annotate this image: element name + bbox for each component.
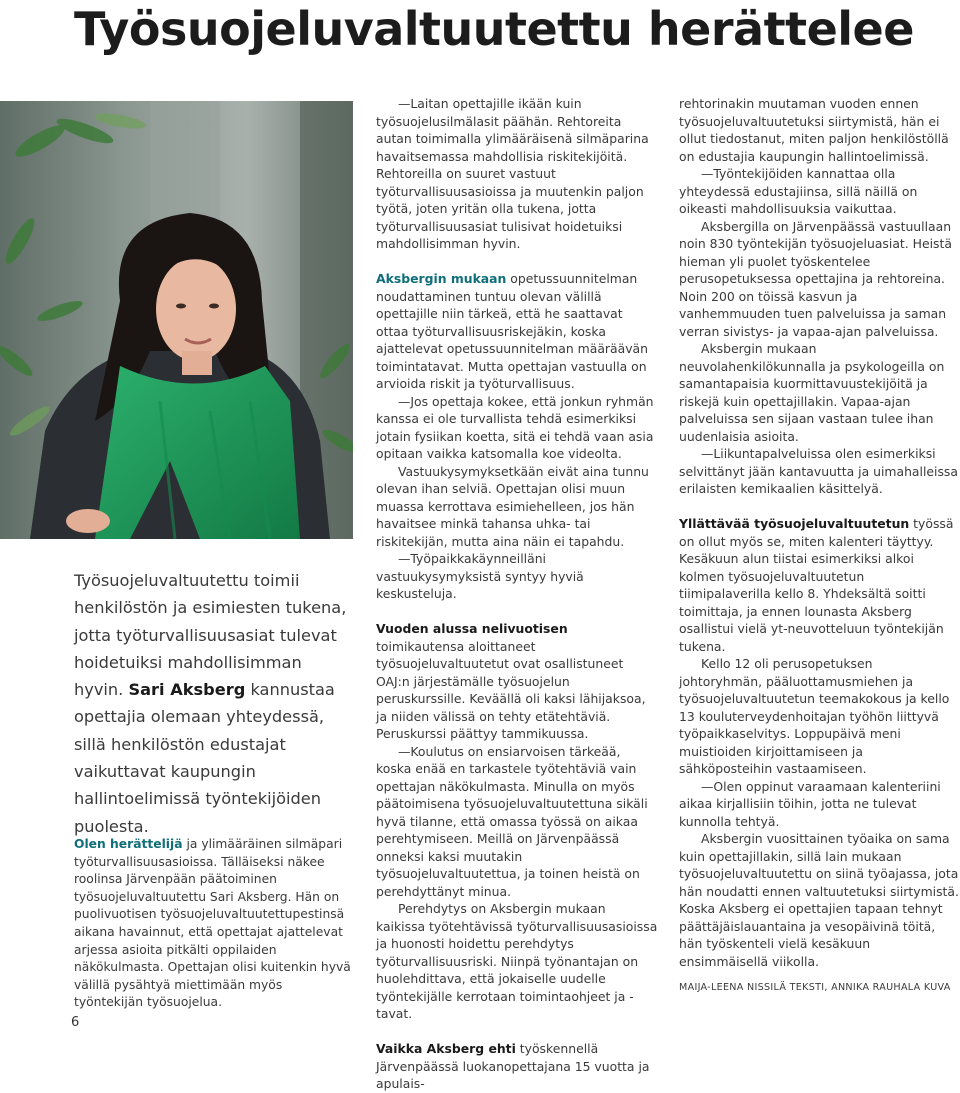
article-lede (74, 567, 352, 840)
col3-paragraph-7: Kello 12 oli perusopetuksen johtoryhmän, pääluottamusmiehen ja työsuojeluvaltuutetun teemakokous ja kello 13 kouluterveydenhoitajan työhön liittyvä työpaikkaselvitys. Loppupäivä meni muistioiden kirjoittamiseen ja sähköposteihin vastaamiseen. (679, 656, 950, 776)
col2-paragraph-5: —Työpaikkakäynneilläni vastuukysymyksistä syntyy hyviä keskusteluja. (376, 551, 584, 601)
col2-paragraph-7: —Koulutus on ensiarvoisen tärkeää, koska enää en tarkastele työtehtäviä vain opettajan näkökulmasta. Minulla on myös päätoimisena työsuojeluvaltuutettuna sikäli hyvä tilanne, että omassa työssä on aikaa perehtymiseen. Meillä on Järvenpäässä onneksi kaksi muutakin työsuojeluvaltuutettua, ja toinen heistä on perehdyttänyt minua. (376, 743, 648, 899)
col2-lead-in-1: Aksbergin mukaan (376, 271, 507, 286)
lede-text-start: Työsuojeluvaltuutettu toimii henkilöstön ja esimiesten tukena, jotta työturvallisuusasiat tulevat hoidetuiksi mahdollisimman hyvin. (74, 571, 347, 700)
col2-paragraph-1: —Laitan opettajille ikään kuin työsuojelusilmälasit päähän. Rehtoreita autan toimimalla ylimääräisenä silmäparina havaitsemassa mahdollisia riskitekijöitä. Rehtoreilla on suuret vastuut työturvallisuusasioissa ja muutenkin paljon työtä, joten yritän olla tukena, jotta työturvallisuusasiat tulisivat hoidetuiksi mahdollisimman hyvin. (376, 96, 649, 251)
col3-paragraph-1: rehtorinakin muutaman vuoden ennen työsuojeluvaltuutetuksi siirtymistä, hän ei ollut tiedostanut, miten paljon henkilöstöllä on edustajia kaupungin hallintoelimissä. (679, 96, 949, 164)
photo-text-credit: MAIJA-LEENA NISSILÄ TEKSTI, ANNIKA RAUHALA KUVA (679, 982, 951, 993)
page-number: 6 (71, 1015, 80, 1030)
col3-paragraph-5: —Liikuntapalveluissa olen esimerkiksi selvittänyt jään kantavuutta ja uimahalleissa erilaisten kemikaalien käsittelyä. (679, 446, 958, 496)
col2-paragraph-3: —Jos opettaja kokee, että jonkun ryhmän kanssa ei ole turvallista tehdä esimerkiksi jotain fysiikan koetta, sitä ei tehdä vaan asia opitaan vaikka katsomalla koe videolta. (376, 393, 654, 461)
col3-paragraph-9: Aksbergin vuosittainen työaika on sama kuin opettajillakin, sillä lain mukaan työsuojeluvaltuutettu on siinä työajassa, jota hän noudatti ennen valtuutetuksi siirtymistä. Koska Aksberg ei opettajien tapaan tehnyt päättäjäislauantaina ja vesopäivinä töitä, hän työskenteli vielä kesäkuun ensimmäisellä viikolla. (679, 831, 959, 969)
col3-paragraph-3: Aksbergilla on Järvenpäässä vastuullaan noin 830 työntekijän työsuojeluasiat. Heistä hieman yli puolet työskentelee perusopetuksessa opettajina ja rehtoreina. Noin 200 on töissä kasvun ja vanhemmuuden tuen palveluissa ja saman verran sivistys- ja vapaa-ajan palveluissa. (679, 218, 952, 339)
col2-paragraph-2 (376, 270, 658, 393)
col2-paragraph-6-text: toimikautensa aloittaneet työsuojeluvaltuutetut ovat osallistuneet OAJ:n järjestämälle työsuojelun peruskurssille. Keväällä oli kaksi lähijaksoa, ja niiden välissä on tehty etätehtäviä. Peruskurssi päättyy tammikuussa. (376, 638, 646, 741)
col3-lead-in: Yllättävää työsuojeluvaltuutetun (679, 516, 910, 531)
col2-paragraph-2-text: opetussuunnitelman noudattaminen tuntuu olevan välillä opettajille niin tärkeä, että he saattavat ottaa työturvallisuusriskejäkin, koska ajattelevat opetussuunnitelman määräävän toimintatavat. Mutta opettajan vastuulla on arvioida riskit ja työturvallisuus. (376, 271, 648, 391)
column-1-body (74, 836, 354, 1012)
col1-lead-in: Olen herättelijä (74, 837, 183, 851)
col2-paragraph-8: Perehdytys on Aksbergin mukaan kaikissa työtehtävissä työturvallisuusasioissa ja huonosti hoidettu perehdytys työturvallisuusriski. Niinpä työnantajan on huolehdittava, että jokaiselle uudelle työntekijälle kerrotaan toimintaohjeet ja -tavat. (376, 901, 658, 1021)
col3-paragraph-2: —Työntekijöiden kannattaa olla yhteydessä edustajiinsa, sillä näillä on oikeasti mahdollisuuksia vaikuttaa. (679, 166, 918, 216)
col3-paragraph-6 (679, 515, 959, 655)
col2-paragraph-9-text: työskennellä Järvenpäässä luokanopettajana 15 vuotta ja apulais- (376, 1041, 650, 1091)
column-2 (376, 95, 658, 1093)
col2-paragraph-9 (376, 1040, 658, 1093)
col3-paragraph-4: Aksbergin mukaan neuvolahenkilökunnalla ja psykologeilla on samantapaisia kuormittavuustekijöitä ja riskejä kuin opettajillakin. Vapaa-ajan palveluissa sen sijaan vastaan tulee ihan uudenlaisia asioita. (679, 341, 945, 444)
lede-text-end: kannustaa opettajia olemaan yhteydessä, sillä henkilöstön edustajat vaikuttavat kaupungin hallintoelimissä työntekijöiden puolesta. (74, 680, 335, 836)
col2-paragraph-4: Vastuukysymyksetkään eivät aina tunnu olevan ihan selviä. Opettajan olisi muun muassa kerrottava esimiehelleen, jos hän havaitsee minkä tahansa uhka- tai riskitekijän, mutta aina näin ei tapahdu. (376, 463, 649, 549)
col2-lead-in-3: Vaikka Aksberg ehti (376, 1041, 516, 1056)
col3-paragraph-8: —Olen oppinut varaamaan kalenteriini aikaa kirjallisiin töihin, jotta ne tulevat kunnolla tehtyä. (679, 778, 941, 829)
col3-paragraph-6-text: työssä on ollut myös se, miten kalenteri täyttyy. Kesäkuun alun tiistai esimerkiksi alkoi kolmen työsuojeluvaltuutetun tiimipalaverilla kello 8. Yhdeksältä soitti toimittaja, ja ennen lounasta Aksberg osallistui vielä yt-neuvotteluun työntekijän tukena. (679, 516, 954, 654)
col1-text: ja ylimääräinen silmäpari työturvallisuusasioissa. Tälläiseksi näkee roolinsa Järvenpään päätoiminen työsuojeluvaltuutettu Sari Aksberg. Hän on puolivuotisen työsuojeluvaltuutettupestinsä aikana havainnut, että opettajat ajattelevat arjessa asioita pitkälti oppilaiden näkökulmasta. Opettajan olisi kuitenkin hyvä välillä pysähtyä miettimään myös työntekijän työsuojelua. (74, 837, 351, 1010)
column-3 (679, 95, 959, 970)
col2-lead-in-2: Vuoden alussa nelivuotisen (376, 621, 568, 636)
portrait-photo (0, 101, 353, 539)
article-headline: Työsuojeluvaltuutettu herättelee (74, 2, 914, 56)
lede-person-name: Sari Aksberg (128, 680, 246, 700)
col2-paragraph-6 (376, 620, 658, 743)
